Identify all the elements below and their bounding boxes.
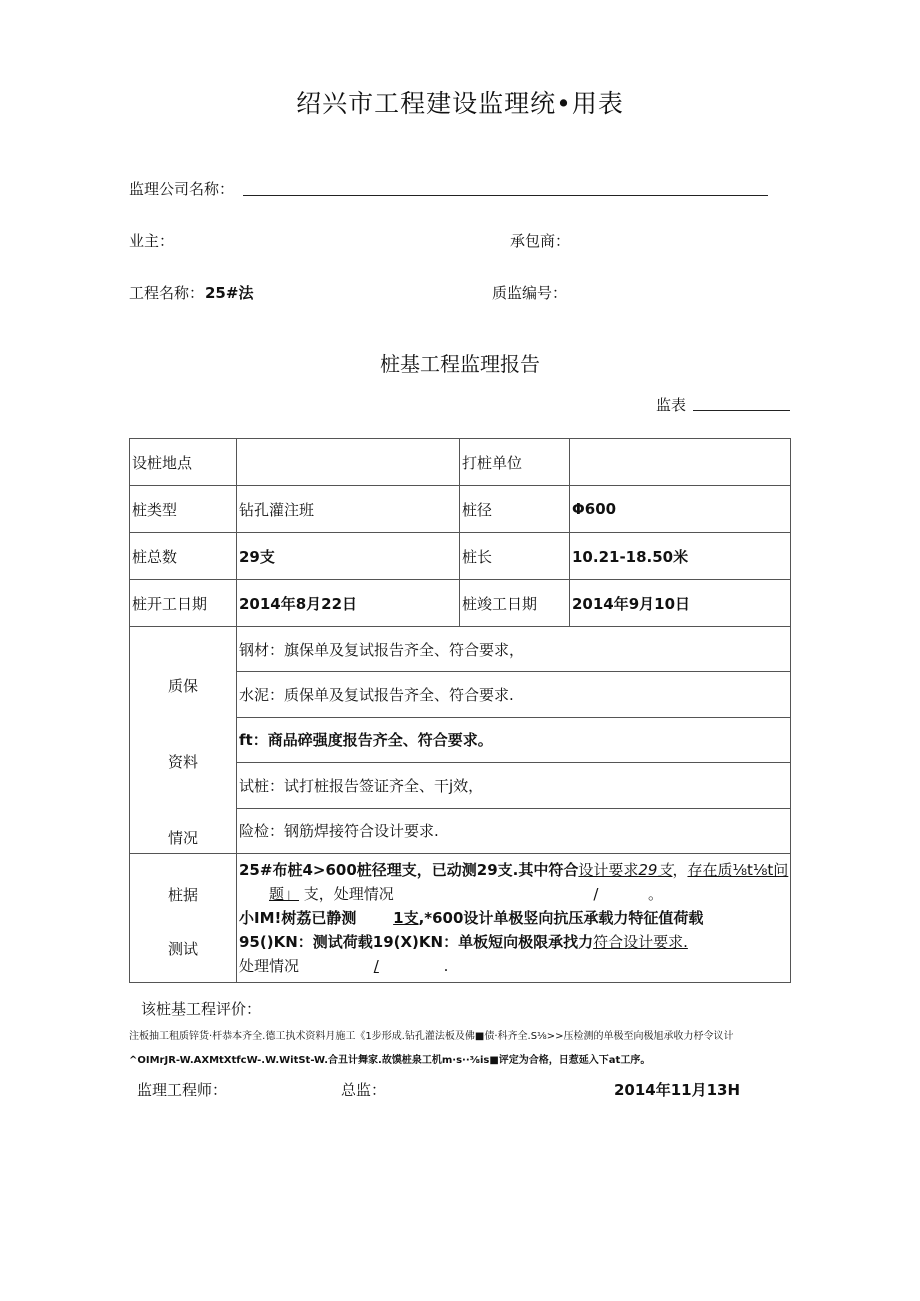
owner-label: 业主： [129,232,175,250]
evaluation-line-2: ^OIMrJR-W.AXMtXtfcW-.W.WitSt-W.合丑计舞家.故馍桩泉工机m·s··⅜is■评定为合格，日惹延入下at工序。 [129,1055,651,1066]
form-number-underline [693,410,790,411]
pile-count-label: 桩总数 [130,533,237,580]
table-row [130,854,791,983]
test-text: 95()KN：测试荷载19(X)KN：单板短向极限承找力 [239,933,594,951]
qa-label-line1: 质保 [167,677,198,695]
test-text: 处理情况 [239,957,300,975]
pile-diameter-value: Φ600 [570,486,791,533]
test-text: 符合设计要求. [593,933,688,951]
start-date-label: 桩开工日期 [130,580,237,627]
company-underline [243,195,768,196]
end-date-value: 2014年9月10日 [570,580,791,627]
test-line-5 [239,954,790,978]
test-text: 1支 [393,909,419,927]
project-label: 工程名称： [129,284,205,302]
test-text: 题」 [269,885,300,903]
table-row [130,533,791,580]
test-text: / [373,957,379,975]
evaluation-label: 该桩基工程评价： [141,1000,262,1018]
test-text: 29支 [638,861,673,879]
qa-number-label: 质监编号： [492,284,568,302]
document-title: 绍兴市工程建设监理统•用表 [296,89,624,118]
chief-label: 总监： [341,1081,387,1099]
test-text: 存在质⅛t⅛t问 [687,861,789,879]
pile-test-label [130,854,237,983]
test-text: ,*600设计单极竖向抗压承载力特征值荷载 [418,909,704,927]
evaluation-line-1: 注板抽工租质锌货·杆恭本齐全.德工执术资料月施工《1步形成.钻孔灌法板及佛■债·科齐全.S⅛>>压检测的单极至向极旭承收力杼令议计 [129,1031,734,1042]
test-line-2 [239,882,790,906]
pile-test-content [237,854,791,983]
test-text: . [443,957,449,975]
test-label-line2: 测试 [167,940,198,958]
pile-length-label: 桩长 [460,533,570,580]
qa-label-line2: 资料 [167,753,198,771]
start-date-value: 2014年8月22日 [237,580,460,627]
test-line-1 [239,858,790,882]
test-text: 小IM!树荔已静测 [239,909,357,927]
test-line-4 [239,930,790,954]
pile-length-value: 10.21-18.50米 [570,533,791,580]
qa-item: 水泥：质保单及复试报告齐全、符合要求. [237,672,791,717]
qa-docs-label [130,627,237,854]
test-text: 。 [648,885,664,903]
test-line-3 [239,906,790,930]
test-label-line1: 桩据 [167,886,198,904]
report-date: 2014年11月13H [614,1081,741,1099]
end-date-label: 桩竣工日期 [460,580,570,627]
table-row [130,486,791,533]
qa-item: 险检：钢筋焊接符合设计要求. [237,808,791,853]
table-row [130,627,791,672]
pile-type-label: 桩类型 [130,486,237,533]
table-row [130,580,791,627]
project-value: 25#法 [205,284,254,302]
test-text: 25#布桩4>600桩径理支，已动测29支.其中符合 [239,861,579,879]
pile-location-value [237,439,460,486]
test-text: 设计要求 [578,861,639,879]
test-text: 支，处理情况 [303,885,394,903]
report-title: 桩基工程监理报告 [380,352,540,376]
qa-label-line3: 情况 [167,829,198,847]
table-row [130,439,791,486]
qa-item: 试桩：试打桩报告签证齐全、干j效， [237,763,791,808]
pile-report-table [129,438,791,983]
contractor-label: 承包商： [510,232,571,250]
pile-type-value: 钻孔灌注班 [237,486,460,533]
qa-item: ft：商品碎强度报告齐全、符合要求。 [237,717,791,762]
piling-company-value [570,439,791,486]
test-text: / [593,885,599,903]
engineer-label: 监理工程师： [137,1081,228,1099]
pile-location-label: 设桩地点 [130,439,237,486]
pile-count-value: 29支 [237,533,460,580]
piling-company-label: 打桩单位 [460,439,570,486]
form-number-label: 监表 [656,396,687,414]
test-text: ， [672,861,688,879]
pile-diameter-label: 桩径 [460,486,570,533]
company-label: 监理公司名称： [129,180,235,198]
qa-item: 钢材：旗保单及复试报告齐全、符合要求， [237,627,791,672]
